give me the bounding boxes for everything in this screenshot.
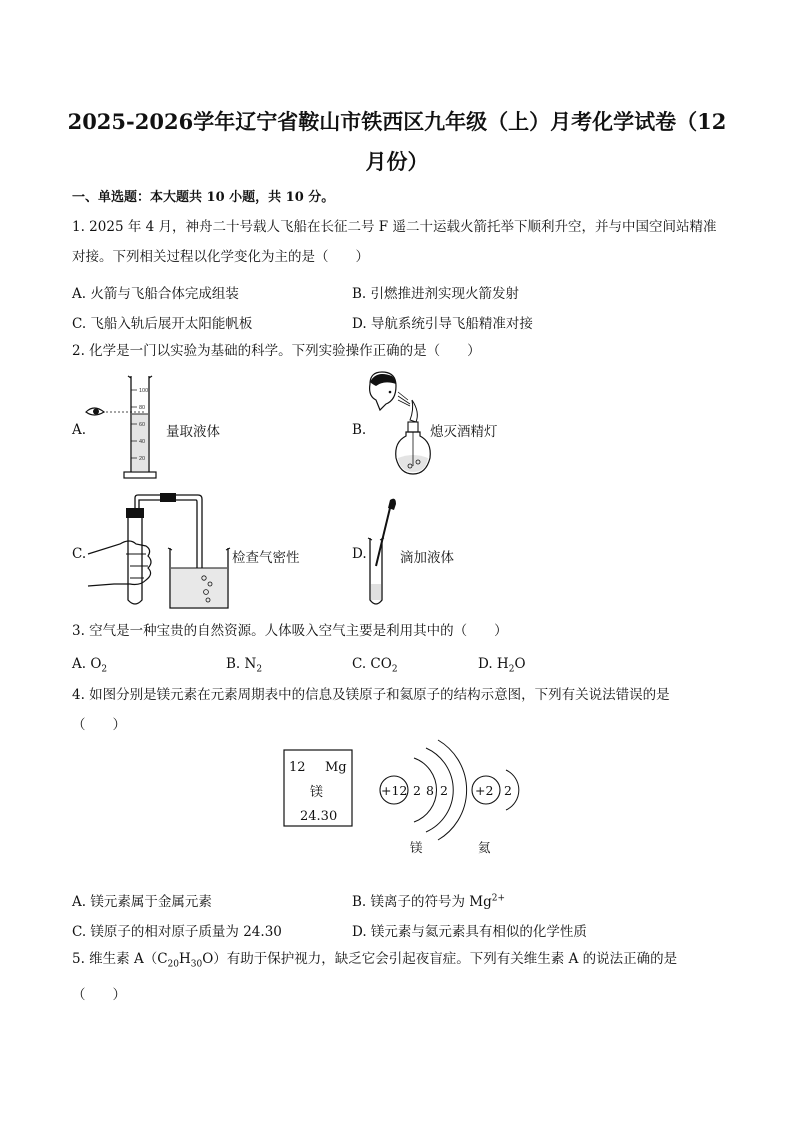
eye-icon [86,408,104,415]
q5-line-1: 5. 维生素 $A(C_{20}H_{30}O)$有助于保护视力，缺乏它会引起夜盲症。下列有关维生素 A 的说法正确的是 [72,951,678,970]
q1-option-b[interactable]: B. 引燃推进剂实现火箭发射 [352,286,520,302]
person-head-icon [370,372,396,410]
element-diagram [280,740,540,860]
q3-option-c[interactable]: C. $CO_2$ [352,656,398,675]
exam-title [60,102,734,182]
mg-shell-1: 2 [413,783,421,798]
question-3: 3. 空气是一种宝贵的自然资源。人体吸入空气主要是利用其中的（ ） [72,623,508,639]
q2-option-b-letter[interactable]: B. [352,422,367,438]
mg-nucleus: +12 [381,783,408,798]
q2-option-d-letter[interactable]: D. [352,546,367,562]
title-line-1: 2025-2026学年辽宁省鞍山市铁西区九年级（上）月考化学试卷（12 [67,109,727,134]
cell-mass: 24.30 [300,809,338,824]
cyl-tick-40: 40 [139,439,146,445]
q3-option-d[interactable]: D. $H_2O$ [478,656,526,675]
q1-line-1: 1. 2025 年 4 月，神舟二十号载人飞船在长征二号 F 遥二十运载火箭托举下顺利升空，并与中国空间站精准 [72,219,717,235]
q2-option-a-letter[interactable]: A. [72,422,87,438]
q1-option-c[interactable]: C. 飞船入轨后展开太阳能帆板 [72,316,253,332]
q1-option-d[interactable]: D. 导航系统引导飞船精准对接 [352,316,533,332]
q2-option-d-label: 滴加液体 [400,550,454,566]
q4-line-2: （ ） [72,717,126,733]
q2-option-c-label: 检查气密性 [232,550,300,566]
cyl-tick-20: 20 [139,456,146,462]
question-1 [72,212,722,272]
q2-option-c-letter[interactable]: C. [72,546,87,562]
title-line-2: 月份） [365,149,429,174]
q5-line-2: （ ） [72,986,126,1003]
question-2: 2. 化学是一门以实验为基础的科学。下列实验操作正确的是（ ） [72,343,481,359]
q4-option-c[interactable]: C. 镁原子的相对原子质量为 24.30 [72,924,282,940]
airtightness-figure [86,492,236,612]
q1-option-a[interactable]: A. 火箭与飞船合体完成组装 [72,286,239,302]
cell-name: 镁 [310,785,324,800]
q2-option-b-label: 熄灭酒精灯 [430,424,498,440]
cell-symbol: Mg [325,760,347,775]
question-4 [72,680,722,740]
q4-option-d[interactable]: D. 镁元素与氦元素具有相似的化学性质 [352,924,587,940]
graduated-cylinder-figure [84,374,164,484]
dropper-figure [362,496,402,608]
mg-label: 镁 [410,840,423,855]
mg-shell-2: 8 [426,783,434,798]
mg-shell-3: 2 [440,783,448,798]
cyl-tick-100: 100 [139,388,149,394]
alcohol-lamp-figure [362,370,432,488]
q2-option-a-label: 量取液体 [166,424,220,440]
cell-number: 12 [289,760,306,775]
he-shell-1: 2 [504,783,512,798]
question-5 [72,944,722,1010]
q4-option-b[interactable]: B. 镁离子的符号为 $Mg^{2+}$ [352,893,506,910]
q1-line-2: 对接。下列相关过程以化学变化为主的是（ ） [72,249,369,265]
he-nucleus: +2 [475,783,494,798]
q4-line-1: 4. 如图分别是镁元素在元素周期表中的信息及镁原子和氦原子的结构示意图，下列有关说法错误的是 [72,687,670,703]
q3-option-a[interactable]: A. $O_2$ [72,656,108,675]
cyl-tick-60: 60 [139,422,146,428]
q4-option-a[interactable]: A. 镁元素属于金属元素 [72,894,212,910]
section-heading: 一、单选题：本大题共 10 小题，共 10 分。 [72,190,335,205]
q3-option-b[interactable]: B. $N_2$ [226,656,263,675]
he-label: 氦 [478,840,491,855]
cyl-tick-80: 80 [139,405,146,411]
